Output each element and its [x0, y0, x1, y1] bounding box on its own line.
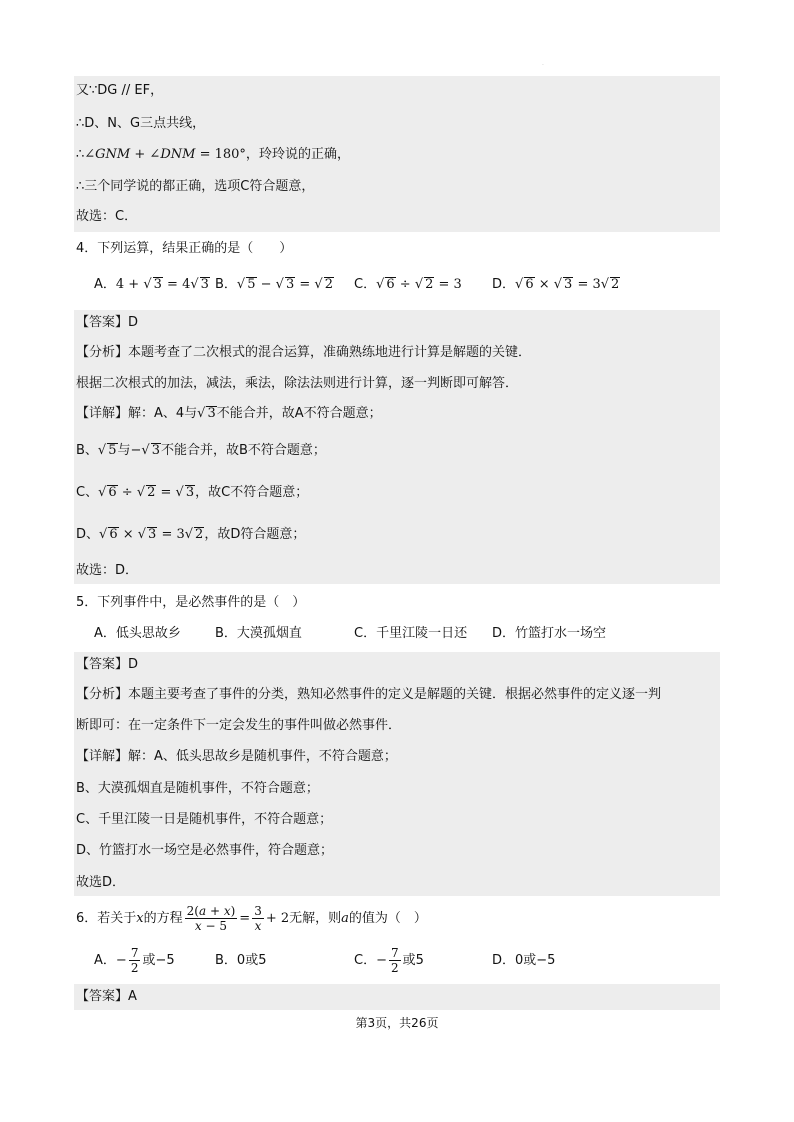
q5-option-a: A．低头思故乡 — [94, 626, 181, 641]
q5-detail-a: 【详解】解：A、低头思故乡是随机事件，不符合题意； — [76, 749, 397, 764]
q4-option-c: C．√ 6 ÷ √ 2 = 3 — [354, 277, 462, 292]
q4-choose: 故选：D． — [76, 563, 139, 578]
q6-option-c: C．− $\frac{7}{2}$ 或5 — [354, 946, 424, 975]
q4-answer: 【答案】D — [76, 315, 139, 330]
q4-stem: 4．下列运算，结果正确的是（ ） — [76, 241, 293, 256]
prev-line-4: ∴三个同学说的都正确，选项C符合题意， — [76, 179, 315, 194]
q4-option-b: B．√ 5 − √ 3 = √ 2 — [215, 277, 333, 292]
q6-answer: 【答案】A — [76, 989, 137, 1004]
q6-equation-right-fraction: $\frac{3}{x}$ — [254, 904, 262, 933]
q5-detail-b: B、大漠孤烟直是随机事件，不符合题意； — [76, 781, 319, 796]
q4-analysis: 【分析】本题考查了二次根式的混合运算，准确熟练地进行计算是解题的关键． — [76, 345, 532, 360]
q5-option-d: D．竹篮打水一场空 — [492, 626, 607, 641]
q5-stem: 5．下列事件中，是必然事件的是（ ） — [76, 595, 306, 610]
q5-choose: 故选D． — [76, 875, 126, 890]
q4-option-d: D．√ 6 × √ 3 = 3√ 2 — [492, 277, 620, 292]
q4-detail-c: C、√ 6 ÷ √ 2 = √ 3，故C不符合题意； — [76, 485, 309, 500]
prev-line-1: 又∵DG // EF， — [76, 83, 164, 98]
q4-detail-d: D、√ 6 × √ 3 = 3√ 2，故D符合题意； — [76, 527, 306, 542]
q6-equation-left-fraction: $\frac{2(a + x)}{x - 5}$ — [186, 904, 236, 933]
q6-option-d: D．0或−5 — [492, 953, 556, 968]
q6-solution-block — [74, 984, 720, 1010]
page-footer: 第3页，共26页 — [355, 1016, 439, 1030]
q4-detail-a: 【详解】解：A、4与√ 3不能合并，故A不符合题意； — [76, 406, 382, 421]
q5-option-c: C．千里江陵一日还 — [354, 626, 468, 641]
corner-mark: · — [542, 62, 544, 69]
prev-line-3: ∴∠GNM + ∠DNM = 180°，玲玲说的正确， — [76, 147, 350, 162]
q5-detail-c: C、千里江陵一日是随机事件，不符合题意； — [76, 812, 333, 827]
q6-option-a: A．− $\frac{7}{2}$ 或−5 — [94, 946, 175, 975]
q4-option-a: A．4 + √ 3 = 4√ 3 — [94, 277, 209, 292]
q5-analysis: 【分析】本题主要考查了事件的分类，熟知必然事件的定义是解题的关键．根据必然事件的定义逐一判 — [76, 687, 662, 702]
q5-answer: 【答案】D — [76, 657, 139, 672]
q5-analysis-2: 断即可：在一定条件下一定会发生的事件叫做必然事件． — [76, 718, 402, 733]
q5-detail-d: D、竹篮打水一场空是必然事件，符合题意； — [76, 843, 334, 858]
q6-option-b: B．0或5 — [215, 953, 267, 968]
prev-line-2: ∴D、N、G三点共线， — [76, 116, 206, 131]
prev-line-5: 故选：C． — [76, 209, 138, 224]
q4-analysis-2: 根据二次根式的加法，减法，乘法，除法法则进行计算，逐一判断即可解答． — [76, 376, 519, 391]
q6-stem: 6．若关于x的方程 $\frac{2(a + x)}{x - 5}$ = $\frac{3}{x}$ + 2无解，则a的值为（ ） — [76, 904, 427, 933]
q4-detail-b: B、√ 5与−√ 3不能合并，故B不符合题意； — [76, 443, 326, 458]
q5-option-b: B．大漠孤烟直 — [215, 626, 302, 641]
